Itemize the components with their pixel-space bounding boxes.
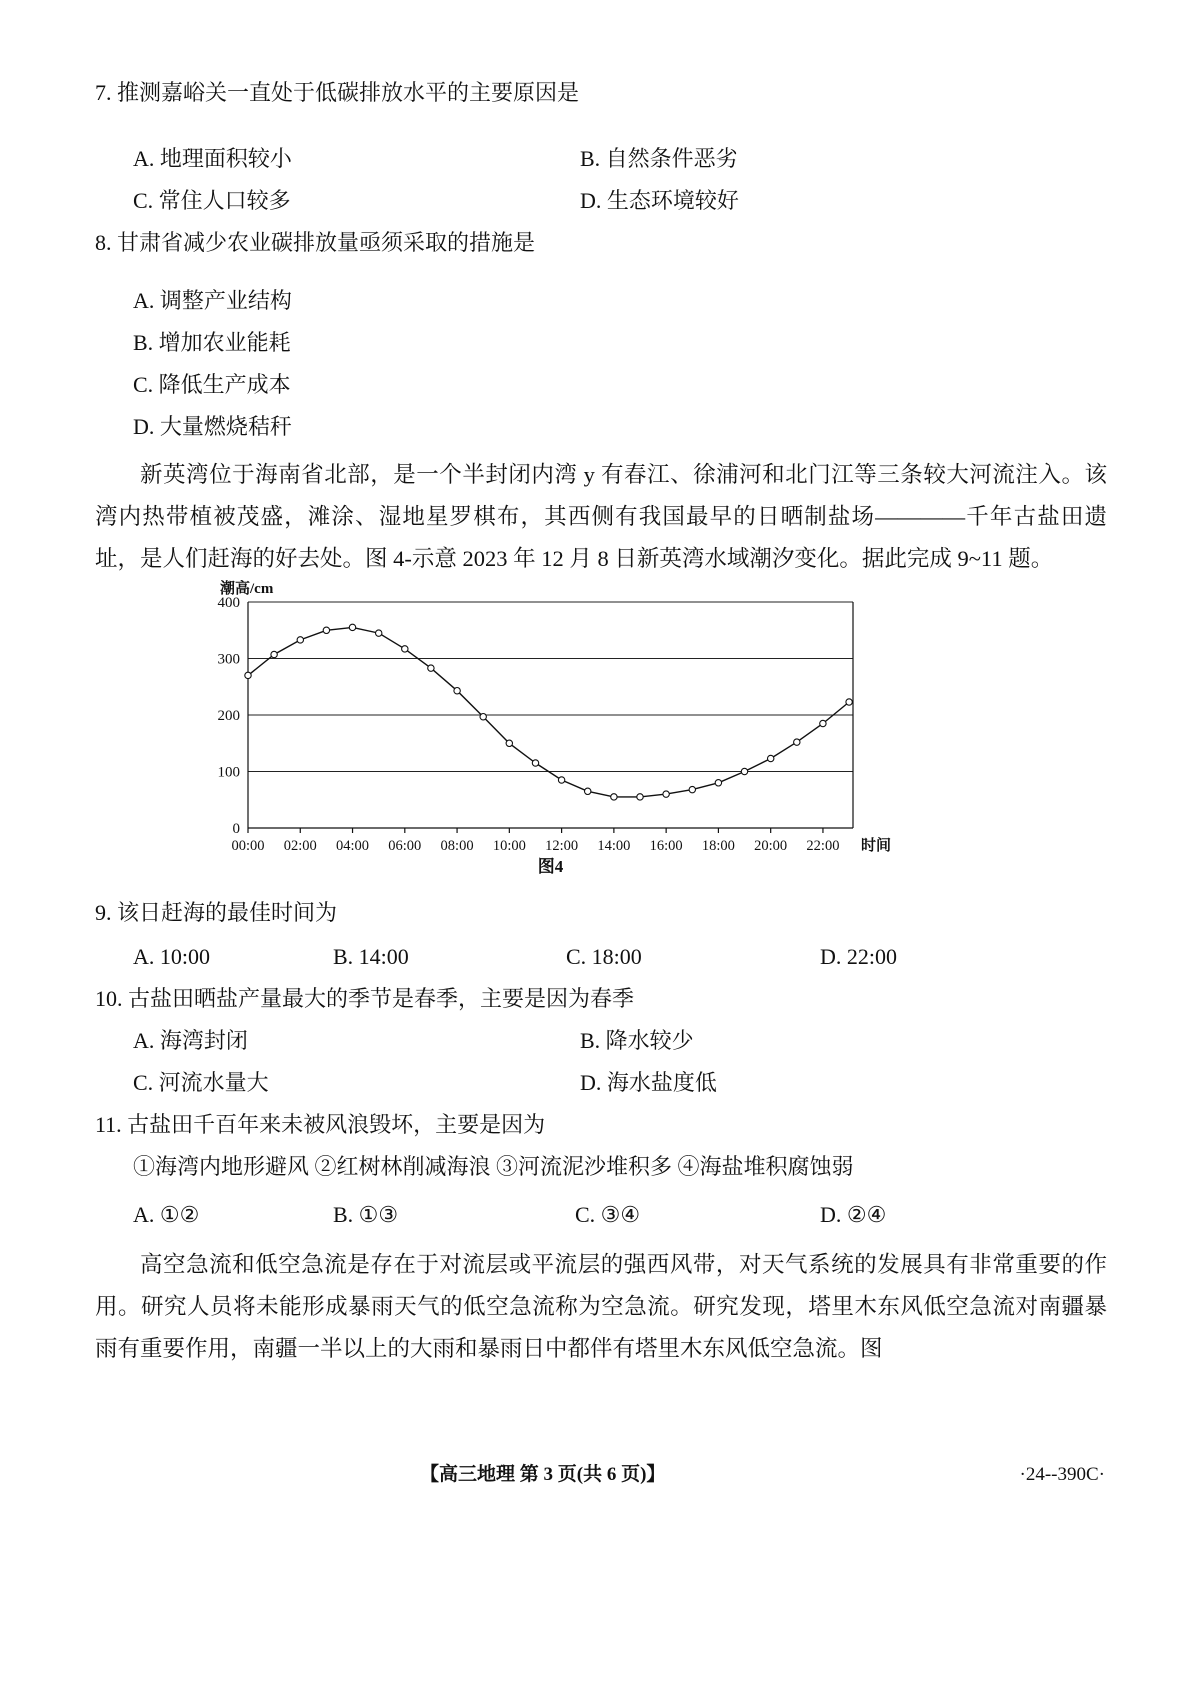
passage-jet-stream: 高空急流和低空急流是存在于对流层或平流层的强西风带，对天气系统的发展具有非常重要的作用。研究人员将未能形成暴雨天气的低空急流称为空急流。研究发现，塔里木东风低空急流对南疆暴雨有重要作用，南疆一半以上的大雨和暴雨日中都伴有塔里木东风低空急流。图 xyxy=(95,1252,1107,1361)
option-a: A. ①② xyxy=(133,1202,200,1227)
footer-paper-code: ·24--390C· xyxy=(1019,1464,1105,1485)
svg-text:100: 100 xyxy=(217,764,240,781)
svg-text:08:00: 08:00 xyxy=(440,838,474,854)
page-content xyxy=(95,78,1107,1370)
question-9-options-row xyxy=(95,942,1107,972)
svg-text:02:00: 02:00 xyxy=(283,838,317,854)
svg-text:00:00: 00:00 xyxy=(231,838,265,854)
option-b: B. 增加农业能耗 xyxy=(133,330,291,355)
svg-text:16:00: 16:00 xyxy=(649,838,683,854)
question-7-options-row-1 xyxy=(95,144,1107,174)
option-c: C. 河流水量大 xyxy=(133,1070,269,1095)
svg-text:12:00: 12:00 xyxy=(545,838,579,854)
question-9-stem: 9. 该日赶海的最佳时间为 xyxy=(95,900,338,925)
svg-text:10:00: 10:00 xyxy=(492,838,526,854)
option-a: A. 海湾封闭 xyxy=(133,1028,248,1053)
option-d: D. 生态环境较好 xyxy=(580,188,739,213)
svg-text:400: 400 xyxy=(217,595,240,611)
option-a: A. 地理面积较小 xyxy=(133,146,292,171)
svg-text:06:00: 06:00 xyxy=(388,838,422,854)
option-c: C. 18:00 xyxy=(566,944,642,969)
option-a: A. 调整产业结构 xyxy=(133,288,292,313)
svg-text:时间: 时间 xyxy=(861,838,892,854)
question-7 xyxy=(95,78,1107,216)
option-b: B. 14:00 xyxy=(333,944,409,969)
option-d: D. 大量燃烧秸秆 xyxy=(133,414,292,439)
footer-page-number: 【高三地理 第 3 页(共 6 页)】 xyxy=(420,1464,666,1485)
svg-text:潮高/cm: 潮高/cm xyxy=(220,581,274,597)
question-7-options-row-2 xyxy=(95,186,1107,216)
option-d: D. 22:00 xyxy=(820,944,897,969)
question-10-options-row-2 xyxy=(95,1068,1107,1098)
question-8-stem: 8. 甘肃省减少农业碳排放量亟须采取的措施是 xyxy=(95,230,536,255)
svg-text:20:00: 20:00 xyxy=(754,838,788,854)
svg-text:04:00: 04:00 xyxy=(336,838,370,854)
option-c: C. 降低生产成本 xyxy=(133,372,291,397)
svg-text:0: 0 xyxy=(232,821,240,837)
question-10 xyxy=(95,984,1107,1098)
question-10-stem: 10. 古盐田晒盐产量最大的季节是春季，主要是因为春季 xyxy=(95,986,635,1011)
svg-text:图4: 图4 xyxy=(537,857,564,876)
question-8-options xyxy=(95,286,1107,442)
question-8 xyxy=(95,228,1107,442)
question-9 xyxy=(95,898,1107,972)
passage-xinying-bay: 新英湾位于海南省北部，是一个半封闭内湾 y 有春江、徐浦河和北门江等三条较大河流注入。该湾内热带植被茂盛，滩涂、湿地星罗棋布，其西侧有我国最早的日晒制盐场————千年古盐田遗址，是人们赶海的好去处。图 4-示意 2023 年 12 月 8 日新英湾水域潮汐变化。据此完成 9~11 题。 xyxy=(95,462,1107,571)
option-b: B. 自然条件恶劣 xyxy=(580,146,738,171)
option-c: C. ③④ xyxy=(575,1202,641,1227)
tide-chart-figure xyxy=(193,580,1107,880)
svg-text:200: 200 xyxy=(217,708,240,724)
question-11-stem: 11. 古盐田千百年来未被风浪毁坏，主要是因为 xyxy=(95,1112,546,1137)
option-d: D. ②④ xyxy=(820,1202,887,1227)
question-11-options-row xyxy=(95,1200,1107,1230)
question-11 xyxy=(95,1110,1107,1230)
option-b: B. ①③ xyxy=(333,1202,399,1227)
question-10-options-row-1 xyxy=(95,1026,1107,1056)
svg-text:300: 300 xyxy=(217,651,240,668)
question-11-statements: ①海湾内地形避风 ②红树林削减海浪 ③河流泥沙堆积多 ④海盐堆积腐蚀弱 xyxy=(133,1154,854,1179)
option-c: C. 常住人口较多 xyxy=(133,188,291,213)
svg-text:22:00: 22:00 xyxy=(806,838,840,854)
tide-chart xyxy=(193,580,913,880)
svg-text:18:00: 18:00 xyxy=(701,838,735,854)
option-d: D. 海水盐度低 xyxy=(580,1070,717,1095)
svg-text:14:00: 14:00 xyxy=(597,838,631,854)
option-a: A. 10:00 xyxy=(133,944,210,969)
option-b: B. 降水较少 xyxy=(580,1028,694,1053)
question-7-stem: 7. 推测嘉峪关一直处于低碳排放水平的主要原因是 xyxy=(95,80,580,105)
